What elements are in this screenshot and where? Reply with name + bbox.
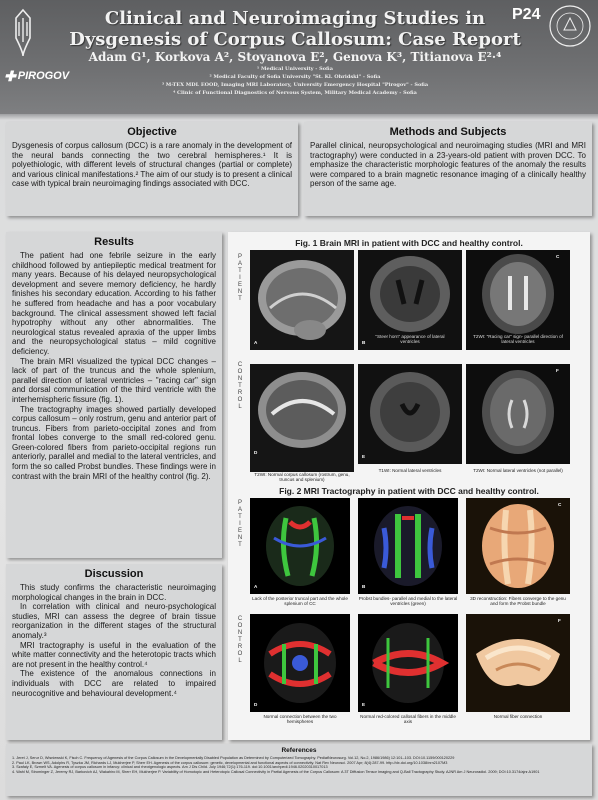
- poster-id: P24: [512, 6, 541, 23]
- figure1-panel-f: F: [466, 364, 570, 464]
- brain-axial-control-image: [466, 364, 570, 464]
- references-section: [6, 744, 592, 796]
- figure2-caption-a: Lack of the posterior truncal part and the whole splenium of CC: [252, 596, 348, 607]
- figure2-caption-c: 3D reconstruction: Fibers converge to the genu and form the Probst bundle: [470, 596, 566, 607]
- figure2-title: Fig. 2 MRI Tractography in patient with DCC and healthy control.: [279, 486, 539, 496]
- figure2-patient-label: P A T I E N T: [237, 500, 243, 548]
- authors: Adam G¹, Korkova A², Stoyanova E², Genova K³, Titianova E²·⁴: [88, 50, 502, 64]
- figure2-caption-e: Normal red-colored callosal fibers in the middle axis: [360, 714, 456, 725]
- figure1-control-label: C O N T R O L: [237, 362, 243, 410]
- figure2-panel-b: B: [358, 498, 458, 594]
- tractography-control-midline-image: [358, 614, 458, 712]
- objective-section: [6, 122, 298, 216]
- objective-text: Dysgenesis of corpus callosum (DCC) is a rare anomaly in the development of the neural bands connecting the two cerebral hemispheres.¹ It is polyethiologic, with different levels of structural changes (partial or complete) and various clinical manifestations.² The aim of our study is to present a clinical case with typical brain neuroimaging findings associated with DCC.: [12, 141, 292, 189]
- discussion-paragraph-3: MRI tractography is useful in the evaluation of the white matter connectivity and the heterotopic tracts which are not present in the healthy control.⁴: [12, 640, 216, 669]
- figures-panel: [228, 232, 590, 740]
- affiliation-1: ¹ Medical University - Sofia: [257, 66, 333, 72]
- brain-sagittal-image: [250, 250, 354, 350]
- figure2-panel-a: A: [250, 498, 350, 594]
- figure1-caption-e: T1WI: Normal lateral ventricles: [378, 468, 442, 473]
- brain-sagittal-control-image: [250, 364, 354, 460]
- figure1-patient-label: P A T I E N T: [237, 254, 243, 302]
- reference-3: 3. Szafaly E, Szmelt VA. Agenesis of corpus callosum in infancy: clinical and rheotgenologic aspects. Am J Dis Child. July 1946;72(1):176-119. doi:10.1001/archpedi.1946.02020310017013: [12, 765, 328, 770]
- figure1-panel-a: A: [250, 250, 354, 350]
- discussion-section: [6, 564, 222, 740]
- figure1-panel-c: C T2WI: "Racing car" sign- parallel direction of lateral ventricles: [466, 250, 570, 350]
- discussion-paragraph-2: In correlation with clinical and neuro-psychological studies, MRI can assess the degree of brain tissue reorganization in the different stages of the structural anomaly.³: [12, 602, 216, 640]
- affiliation-4: ⁴ Clinic of Functional Diagnostics of Nervous System, Military Medical Academy - Sofia: [173, 90, 417, 96]
- university-logo-icon: [8, 8, 38, 58]
- discussion-heading: Discussion: [84, 568, 144, 580]
- figure2-panel-e: E: [358, 614, 458, 712]
- results-section: [6, 232, 222, 558]
- discussion-paragraph-1: This study confirms the characteristic neuroimaging morphological changes in the brain in DCC.: [12, 583, 216, 602]
- tractography-control-axial-image: [250, 614, 350, 712]
- discussion-paragraph-4: The existence of the anomalous connections in individuals with DCC are related to impaired neurocognitive and behavioural development.⁴: [12, 669, 216, 698]
- figure1-caption-f: T2WI: Normal lateral ventricles (not parallel): [473, 468, 563, 473]
- tractography-control-3d-image: [466, 614, 570, 712]
- tractography-axial-image: [250, 498, 350, 594]
- results-paragraph-1: The patient had one febrile seizure in the early childhood followed by antiepileptic medical treatment for many years. Because of his delayed neuropsychological development and severe memory deficiency, he hardly finishes his secondary education. According to his father he suffered from headache and has a poor vocabulary background. The clinical assessment showed left facial hypotrophy without any other abnormalities. The neurological status revealed apraxia of the upper limbs and the neuropsychological status – mild cognitive deficiency.: [12, 251, 216, 356]
- reference-4: 4. Wahl M, Strominger Z, Jeremy RJ, Barkovich AJ, Wakahiro M, Sherr EH, Mukherjee P. Variability of Homotopic and Heterotopic Callosal Connectivity in Partial Agenesis of the Corpus Callosum: A 3T Diffusion Tensor Imaging and Q-Ball Tractography Study. AJNR Am J Neuroradiol. 2009; DOI:10.3174/ajnr.A1901: [12, 769, 540, 774]
- methods-heading: Methods and Subjects: [389, 126, 507, 138]
- figure1-caption-d: T2WI: Normal corpus callosum (rostrum, genu, truncus and splenium): [254, 472, 350, 483]
- pirogov-logo: ✚ PIROGOV: [4, 67, 70, 84]
- objective-heading: Objective: [127, 126, 177, 138]
- figure1-panel-e: E: [358, 364, 462, 464]
- reference-1: 1. Jeret J, Serur D, Wisniewski K, Fisch C. Frequency of Agenesis of the Corpus Callosum in the Developmentally Disabled Population as Determined by Computerized Tomography. PediatNeurosurg. Vol.12, No.2, 1986/1986) 12:101–103. DOI:10.1159/000120229: [12, 756, 455, 760]
- affiliation-3: ³ M-TEX MDL EOOD, Imaging MRI Laboratory, University Emergency Hospital "Pirogov" - Sofia: [161, 82, 429, 88]
- results-paragraph-3: The tractography images showed partially developed corpus callosum – only rostrum, genu and anterior part of truncus. Fibers from parieto-occipital zones and from frontal lobes converge to the small red-colored genu. Green-colored fibers from parieto-occipital regions run anteriorly, parallel and medial to the lateral ventricles, and form the so called Probst bundles. These findings were in contrast with the brain MRI of the healthy control (fig. 2).: [12, 404, 216, 481]
- figure2-caption-b: Probst bundles- parallel and medial to the lateral ventricles (green): [358, 596, 458, 607]
- tractography-3d-image: [466, 498, 570, 594]
- figure2-control-label: C O N T R O L: [237, 616, 243, 664]
- figure2-caption-d: Normal connection between the two hemispheres: [263, 714, 337, 725]
- figure2-panel-d: D: [250, 614, 350, 712]
- affiliation-2: ² Medical Faculty of Sofia University "St. Kl. Ohridski" - Sofia: [209, 74, 381, 80]
- reference-2: 2. Paul LK, Brown WS, Adolphs R, Tyszka JM, Richards LJ, Mukherjee P, Sherr EH. Agenesis of the corpus callosum: genetic, developmental and functional aspects of connectivity. Nat Rev Neurosci. 2007 Apr; 8(4):287-99. http://dx.doi.org/10.1038/nrn2107M3: [12, 760, 448, 765]
- brain-coronal-control-image: [358, 364, 462, 464]
- tractography-probst-image: [358, 498, 458, 594]
- university-seal-icon: [548, 4, 592, 48]
- figure1-panel-d: D: [250, 364, 354, 472]
- results-paragraph-2: The brain MRI visualized the typical DCC changes – lack of part of the truncus and the whole splenium, parallel direction of lateral ventricles – "racing car" sign and dorsal communication of the third ventricle with the interhemispheric fissure (fig. 1).: [12, 356, 216, 404]
- figure1-panel-b: B "Steer horn" appearance of lateral ventricles: [358, 250, 462, 350]
- poster-header: [0, 0, 598, 114]
- poster-title: Clinical and Neuroimaging Studies in Dysgenesis of Corpus Callosum: Case Report: [69, 8, 521, 50]
- figure2-caption-f: Normal fiber connection: [493, 714, 543, 719]
- references-heading: References: [281, 747, 317, 754]
- methods-section: [304, 122, 592, 216]
- methods-text: Parallel clinical, neuropsychological and neuroimaging studies (MRI and MRI tractography) were conducted in a 23-years-old patient with proven DCC. To emphasize the characteristic morphologic features of the anomaly the results were compared to a brain magnetic resonance imaging of a clinically healthy person of the same age.: [310, 141, 586, 189]
- figure2-panel-c: C: [466, 498, 570, 594]
- results-heading: Results: [94, 236, 134, 248]
- cross-icon: ✚: [4, 67, 16, 84]
- figure1-title: Fig. 1 Brain MRI in patient with DCC and healthy control.: [295, 238, 523, 248]
- figure2-panel-f: F: [466, 614, 570, 712]
